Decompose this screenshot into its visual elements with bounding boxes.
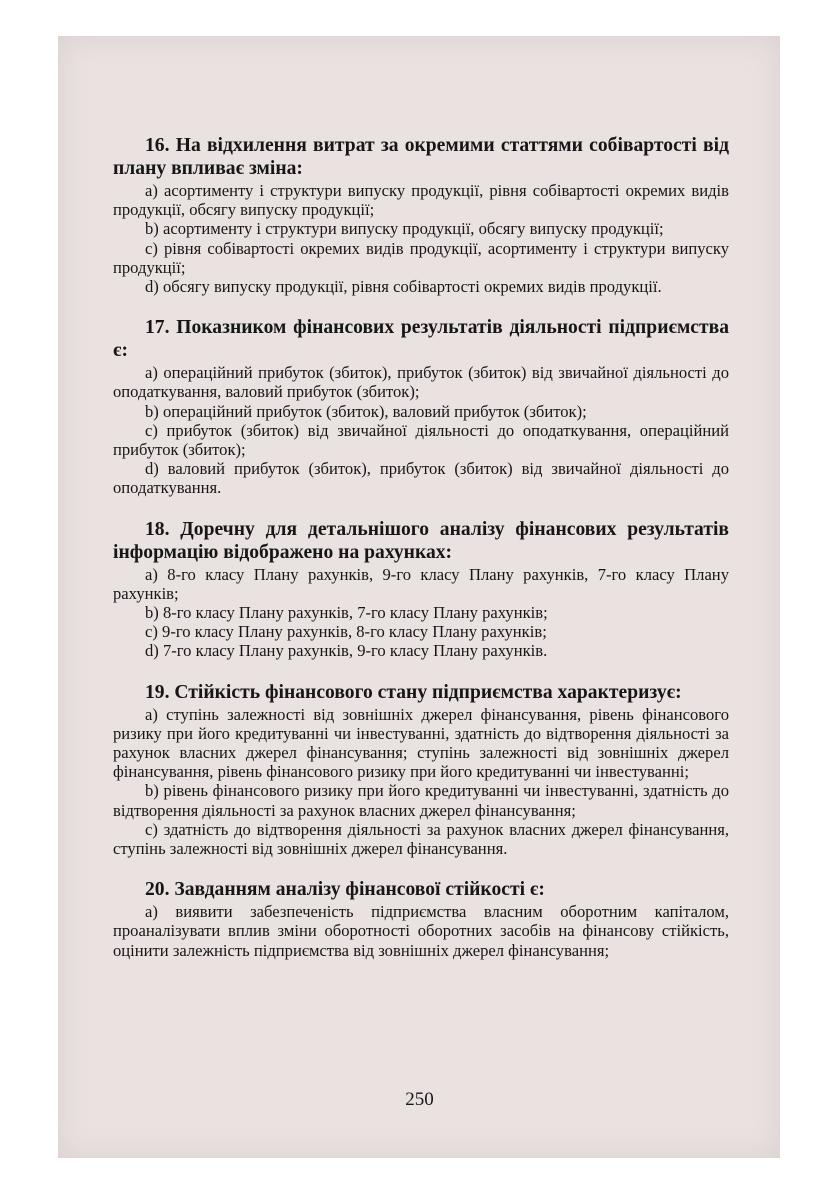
answer-option-c: c) здатність до відтворення діяльності за рахунок власних джерел фінансування, ступінь залежності від зовнішніх джерел фінансування. <box>113 819 729 859</box>
question-20 <box>113 878 729 960</box>
answer-option-c: c) рівня собівартості окремих видів продукції, асортименту і структури випуску продукції; <box>113 238 729 277</box>
answer-option-d: d) обсягу випуску продукції, рівня собівартості окремих видів продукції. <box>145 277 662 297</box>
answer-option-c: c) 9-го класу Плану рахунків, 8-го класу Плану рахунків; <box>145 622 547 642</box>
answer-option-d: d) 7-го класу Плану рахунків, 9-го класу Плану рахунків. <box>145 641 548 661</box>
answer-option-a: а) асортименту і структури випуску продукції, рівня собівартості окремих видів продукції, обсягу випуску продукції; <box>113 181 729 220</box>
answer-option-c: c) прибуток (збиток) від звичайної діяльності до оподаткування, операційний прибуток (збиток); <box>113 420 729 460</box>
answer-option-b: b) асортименту і структури випуску продукції, обсягу випуску продукції; <box>145 219 664 239</box>
answer-option-a: а) операційний прибуток (збиток), прибуток (збиток) від звичайної діяльності до оподаткування, валовий прибуток (збиток); <box>113 363 729 402</box>
question-19 <box>113 681 729 859</box>
answer-option-a: а) виявити забезпеченість підприємства власним оборотним капіталом, проаналізувати вплив зміни оборотності оборотних засобів на фінансову стійкість, оцінити залежність підприємства від зовнішніх джерел фінансування; <box>113 902 729 960</box>
page-content <box>113 134 729 980</box>
question-title: 19. Стійкість фінансового стану підприємства характеризує: <box>145 681 682 703</box>
question-16 <box>113 134 729 296</box>
answer-option-b: b) операційний прибуток (збиток), валовий прибуток (збиток); <box>145 401 587 421</box>
question-18 <box>113 518 729 661</box>
answer-option-b: b) рівень фінансового ризику при його кредитуванні чи інвестуванні, здатність до відтворення діяльності за рахунок власних джерел фінансування; <box>113 781 729 820</box>
question-title: 18. Доречну для детальнішого аналізу фінансових результатів інформацію відображено на рахунках: <box>113 518 729 563</box>
question-title: 20. Завданням аналізу фінансової стійкості є: <box>145 879 545 901</box>
answer-option-d: d) валовий прибуток (збиток), прибуток (збиток) від звичайної діяльності до оподаткування. <box>113 459 729 498</box>
question-title: 17. Показником фінансових результатів діяльності підприємства є: <box>113 317 729 362</box>
answer-option-a: а) 8-го класу Плану рахунків, 9-го класу Плану рахунків, 7-го класу Плану рахунків; <box>113 564 729 603</box>
page-number: 250 <box>405 1089 434 1110</box>
answer-option-b: b) 8-го класу Плану рахунків, 7-го класу Плану рахунків; <box>145 603 548 623</box>
answer-option-a: а) ступінь залежності від зовнішніх джерел фінансування, рівень фінансового ризику при його кредитуванні чи інвестуванні, здатність до відтворення діяльності за рахунок власних джерел фінансування; ступінь залежності від зовнішніх джерел фінансування, рівень фінансового ризику при його кредитуванні чи інвестуванні; <box>113 704 729 782</box>
question-17 <box>113 316 729 497</box>
question-title: 16. На відхилення витрат за окремими статтями собівартості від плану впливає зміна: <box>113 135 729 179</box>
